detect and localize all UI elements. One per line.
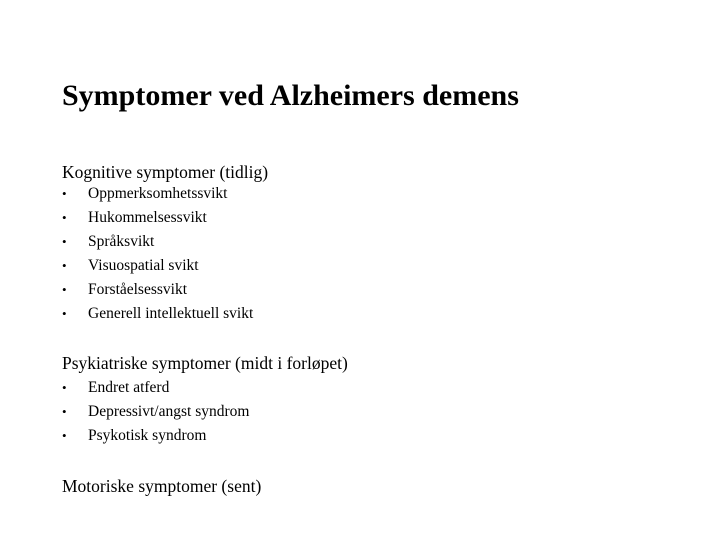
bullet-icon: • <box>62 258 67 273</box>
list-item-text: Generell intellektuell svikt <box>88 305 254 322</box>
bullet-icon: • <box>62 380 67 395</box>
bullet-icon: • <box>62 306 67 321</box>
bullet-icon: • <box>62 234 67 249</box>
bullet-icon: • <box>62 210 67 225</box>
slide-title: Symptomer ved Alzheimers demens <box>62 79 519 112</box>
list-item-text: Forståelsessvikt <box>88 281 188 298</box>
bullet-icon: • <box>62 428 67 443</box>
list-item-text: Psykotisk syndrom <box>88 427 207 444</box>
list-item-text: Visuospatial svikt <box>88 257 199 274</box>
section-heading-psychiatric: Psykiatriske symptomer (midt i forløpet) <box>62 353 348 373</box>
bullet-icon: • <box>62 282 67 297</box>
bullet-icon: • <box>62 404 67 419</box>
list-item-text: Endret atferd <box>88 379 170 396</box>
section-heading-cognitive: Kognitive symptomer (tidlig) <box>62 162 269 182</box>
list-item-text: Oppmerksomhetssvikt <box>88 185 228 202</box>
bullet-icon: • <box>62 186 67 201</box>
section-heading-motor: Motoriske symptomer (sent) <box>62 476 262 496</box>
list-item-text: Depressivt/angst syndrom <box>88 403 250 420</box>
list-item-text: Hukommelsessvikt <box>88 209 207 226</box>
list-item-text: Språksvikt <box>88 233 155 250</box>
